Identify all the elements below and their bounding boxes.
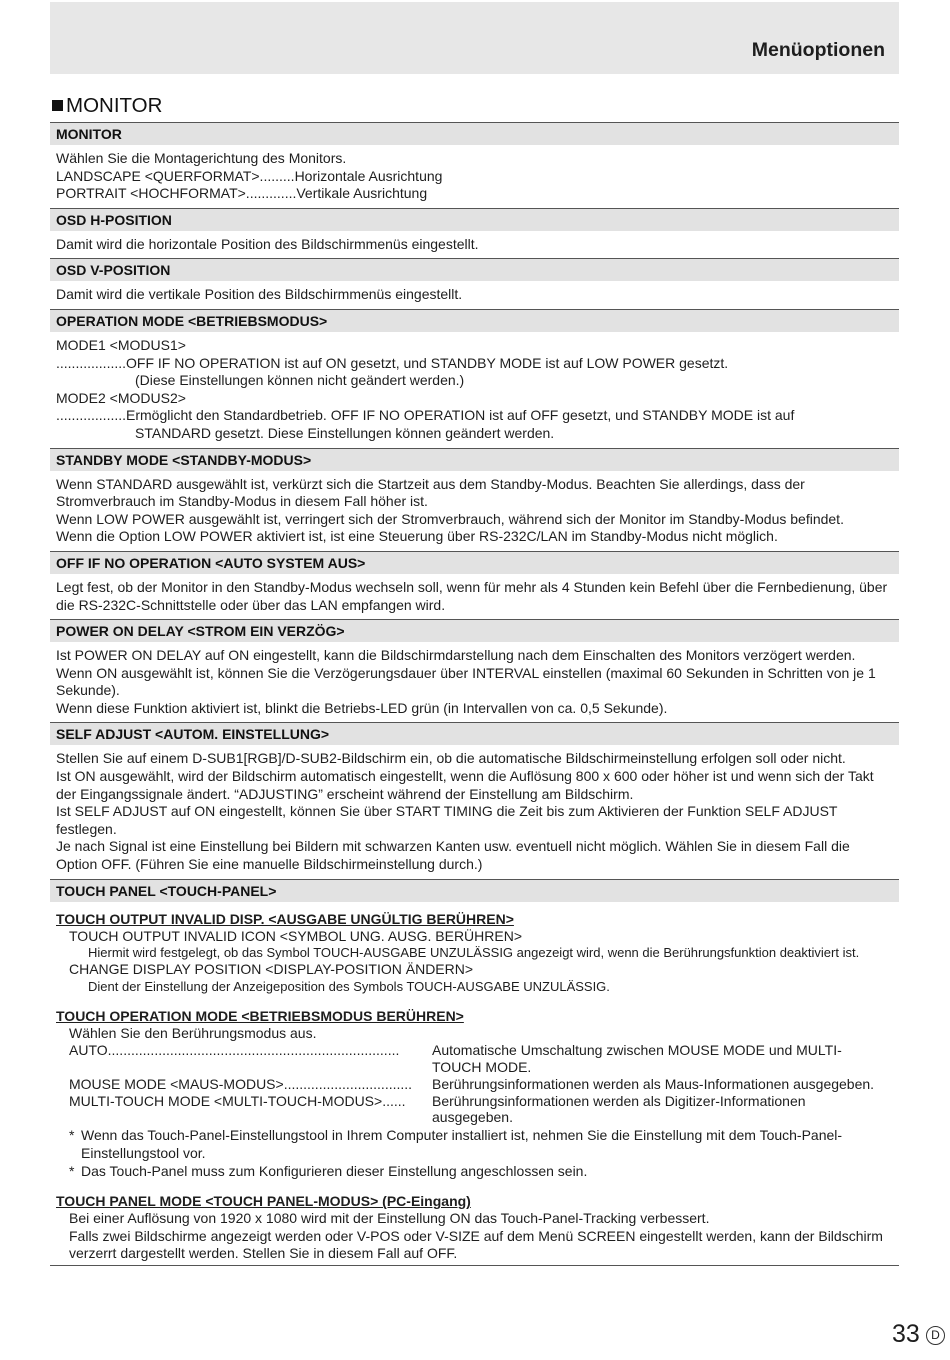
self-adjust-para-4: Je nach Signal ist eine Einstellung bei Bildern mit schwarzen Kanten usw. eventuell nicht möglich. Wählen Sie in diesem Fall die Option OFF. (Führen Sie eine manuelle Bildschirmeinstellung durch.) (56, 838, 850, 873)
operation-mode-body (50, 332, 899, 448)
self-adjust-body (50, 745, 899, 878)
mode1-text-1: OFF IF NO OPERATION ist auf ON gesetzt, und STANDBY MODE ist auf LOW POWER gesetzt. (126, 354, 729, 371)
option-description: Automatische Umschaltung zwischen MOUSE MODE und MULTI-TOUCH MODE. (432, 1042, 842, 1076)
monitor-portrait: PORTRAIT <HOCHFORMAT>.............Vertikale Ausrichtung (56, 185, 428, 202)
self-adjust-para-3: Ist SELF ADJUST auf ON eingestellt, können Sie über START TIMING die Zeit bis zum Aktivieren der Funktion SELF ADJUST festlegen. (56, 803, 838, 837)
osd-h-heading: OSD H-POSITION (50, 208, 899, 231)
power-on-delay-heading: POWER ON DELAY <STROM EIN VERZÖG> (50, 619, 899, 642)
change-display-position-text: Dient der Einstellung der Anzeigeposition des Symbols TOUCH-AUSGABE UNZULÄSSIG. (88, 978, 610, 994)
menu-options-table (50, 122, 899, 1266)
standby-mode-heading: STANDBY MODE <STANDBY-MODUS> (50, 448, 899, 471)
page-number: 33 (892, 1320, 920, 1348)
footnote-text-2: Das Touch-Panel muss zum Konfigurieren dieser Einstellung angeschlossen sein. (81, 1163, 588, 1180)
footnote-text-1: Wenn das Touch-Panel-Einstellungstool in Ihrem Computer installiert ist, nehmen Sie die Einstellung mit dem Touch-Panel-Einstellungstool vor. (81, 1127, 843, 1162)
monitor-intro: Wählen Sie die Montagerichtung des Monitors. (56, 150, 347, 166)
standby-mode-para-2: Wenn LOW POWER ausgewählt ist, verringert sich der Stromverbrauch, während sich der Monitor im Standby-Modus befindet. (56, 510, 844, 527)
option-term: MULTI-TOUCH MODE <MULTI-TOUCH-MODUS>...... (69, 1092, 406, 1109)
footnote (56, 1162, 893, 1180)
standby-mode-body (50, 471, 899, 551)
asterisk-icon: * (69, 1163, 75, 1180)
mode2-text-2: STANDARD gesetzt. Diese Einstellungen können geändert werden. (135, 424, 555, 441)
osd-v-heading: OSD V-POSITION (50, 258, 899, 281)
mode1-description (56, 355, 893, 373)
touch-panel-mode-title: TOUCH PANEL MODE <TOUCH PANEL-MODUS> (PC-Eingang) (56, 1193, 471, 1210)
off-if-no-operation-body: Legt fest, ob der Monitor in den Standby-Modus wechseln soll, wenn für mehr als 4 Stunden kein Befehl über die Fernbedienung, über die RS-232C-Schnittstelle oder über das LAN empfangen wird. (56, 578, 888, 613)
mode2-label: MODE2 <MODUS2> (56, 389, 186, 406)
touch-output-invalid-icon-text: Hiermit wird festgelegt, ob das Symbol TOUCH-AUSGABE UNZULÄSSIG angezeigt wird, wenn die Berührungsfunktion deaktiviert ist. (88, 945, 860, 961)
touch-output-invalid-icon-item: TOUCH OUTPUT INVALID ICON <SYMBOL UNG. AUSG. BERÜHREN> (69, 927, 523, 944)
osd-h-body: Damit wird die horizontale Position des Bildschirmmenüs eingestellt. (56, 235, 479, 252)
change-display-position-item: CHANGE DISPLAY POSITION <DISPLAY-POSITION ÄNDERN> (69, 961, 474, 978)
touch-panel-body (50, 902, 899, 1266)
option-term: AUTO........................................................................... (69, 1042, 400, 1059)
touch-panel-mode-para-2: Falls zwei Bildschirme angezeigt werden oder V-POS oder V-SIZE auf dem Menü SCREEN eingestellt werden, kann der Bildschirm verzerrt dargestellt werden. Stellen Sie in diesem Fall auf OFF. (69, 1227, 883, 1262)
osd-v-body: Damit wird die vertikale Position des Bildschirmmenüs eingestellt. (56, 286, 463, 303)
monitor-body (50, 145, 899, 208)
off-if-no-operation-heading: OFF IF NO OPERATION <AUTO SYSTEM AUS> (50, 551, 899, 574)
self-adjust-heading: SELF ADJUST <AUTOM. EINSTELLUNG> (50, 722, 899, 745)
mode2-text-1: Ermöglicht den Standardbetrieb. OFF IF NO OPERATION ist auf OFF gesetzt, und STANDBY MODE ist auf (126, 407, 795, 424)
standby-mode-para-3: Wenn die Option LOW POWER aktiviert ist, ist eine Steuerung über RS-232C/LAN im Standby-Modus nicht möglich. (56, 528, 778, 545)
option-term: MOUSE MODE <MAUS-MODUS>................................. (69, 1075, 413, 1092)
table-bottom-rule (50, 1265, 899, 1266)
touch-operation-mode-intro: Wählen Sie den Berührungsmodus aus. (69, 1024, 317, 1041)
touch-operation-mode-title: TOUCH OPERATION MODE <BETRIEBSMODUS BERÜHREN> (56, 1007, 464, 1024)
self-adjust-para-1: Stellen Sie auf einem D-SUB1[RGB]/D-SUB2-Bildschirm ein, ob die automatische Bildschirmeinstellung erfolgen soll oder nicht. (56, 750, 846, 767)
list-item (69, 1042, 893, 1076)
mode1-label: MODE1 <MODUS1> (56, 336, 186, 353)
mode1-text-2: (Diese Einstellungen können nicht geändert werden.) (135, 372, 465, 389)
standby-mode-para-1: Wenn STANDARD ausgewählt ist, verkürzt sich die Startzeit aus dem Standby-Modus. Beachten Sie allerdings, dass der Stromverbrauch im Standby-Modus in diesem Fall höher ist. (56, 475, 805, 510)
square-bullet-icon (52, 100, 63, 111)
power-on-delay-para-1: Ist POWER ON DELAY auf ON eingestellt, kann die Bildschirmdarstellung nach dem Einschalten des Monitors verzögert werden. Wenn ON ausgewählt ist, können Sie die Verzögerungsdauer über INTERVAL einstellen (maximal 60 Sekunden in Schritten von je 1 Sekunde). (56, 647, 876, 699)
power-on-delay-para-2: Wenn diese Funktion aktiviert ist, blinkt die Betriebs-LED grün (in Intervallen von ca. 0,5 Sekunde). (56, 699, 668, 716)
footnote (56, 1126, 893, 1162)
language-badge: D (926, 1326, 945, 1345)
touch-panel-mode-para-1: Bei einer Auflösung von 1920 x 1080 wird mit der Einstellung ON das Touch-Panel-Tracking verbessert. (69, 1210, 710, 1227)
header-bar (50, 2, 899, 74)
mode1-dots: .................. (56, 354, 127, 371)
mode2-dots: .................. (56, 407, 127, 424)
touch-operation-mode-list (56, 1042, 893, 1126)
section-title-text: MONITOR (66, 94, 163, 117)
touch-panel-heading: TOUCH PANEL <TOUCH-PANEL> (50, 879, 899, 902)
monitor-landscape: LANDSCAPE <QUERFORMAT>.........Horizontale Ausrichtung (56, 167, 443, 184)
option-description: Berührungsinformationen werden als Digitizer-Informationen ausgegeben. (432, 1092, 806, 1126)
monitor-heading: MONITOR (50, 122, 899, 145)
mode2-description (56, 407, 893, 425)
power-on-delay-body (50, 642, 899, 722)
asterisk-icon: * (69, 1127, 75, 1144)
operation-mode-heading: OPERATION MODE <BETRIEBSMODUS> (50, 309, 899, 332)
self-adjust-para-2: Ist ON ausgewählt, wird der Bildschirm automatisch eingestellt, wenn die Auflösung 800 x 600 oder höher ist und wenn sich der Takt der Eingangssignale ändert. “ADJUSTING” erscheint während der Einstellung am Bildschirm. (56, 768, 874, 802)
section-title (52, 94, 162, 118)
option-description: Berührungsinformationen werden als Maus-Informationen ausgegeben. (432, 1075, 875, 1092)
touch-output-invalid-disp-title: TOUCH OUTPUT INVALID DISP. <AUSGABE UNGÜLTIG BERÜHREN> (56, 910, 514, 927)
page-header-title: Menüoptionen (751, 39, 885, 61)
list-item (69, 1093, 893, 1127)
list-item (69, 1076, 893, 1093)
